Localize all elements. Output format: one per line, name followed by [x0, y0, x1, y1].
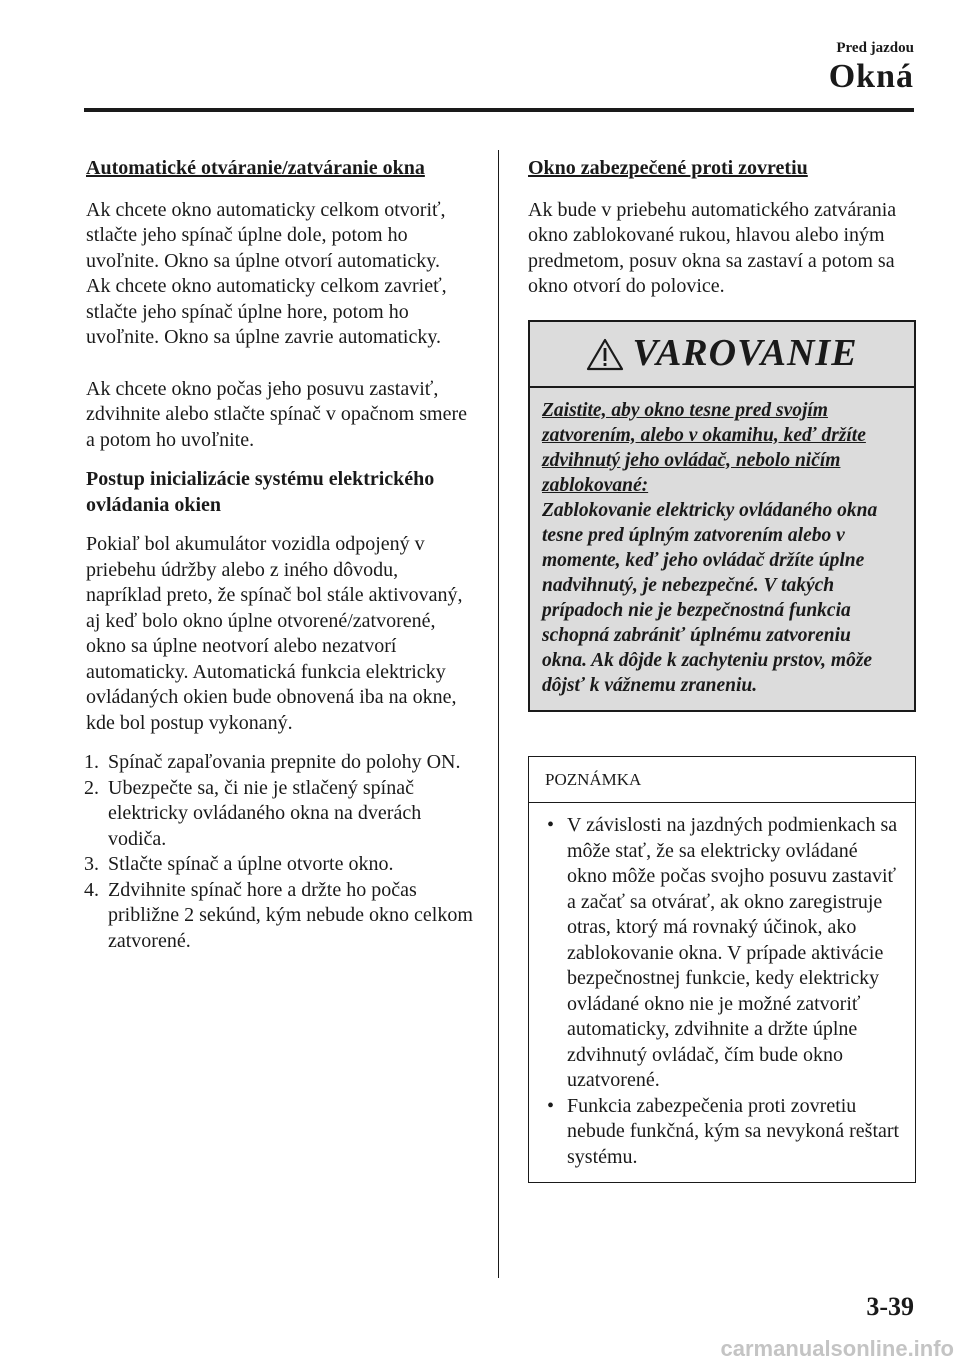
step-text: Zdvihnite spínač hore a držte ho počas približne 2 sekúnd, kým nebude okno celkom zatvorené.	[108, 878, 473, 952]
note-body	[529, 803, 915, 1182]
warning-header	[530, 322, 914, 388]
step-text: Spínač zapaľovania prepnite do polohy ON.	[108, 751, 461, 773]
header-rule	[84, 108, 914, 112]
warning-text: Zablokovanie elektricky ovládaného okna tesne pred úplným zatvorením alebo v momente, keď jeho ovládač držíte úplne nadvihnutý, je nebezpečné. V takých prípadoch nie je bezpečnostná funkcia schopná zabrániť úplnému zatvoreniu okna. Ak dôjde k zachyteniu prstov, môže dôjsť k vážnemu zraneniu.	[542, 499, 878, 696]
step-text: Stlačte spínač a úplne otvorte okno.	[108, 853, 394, 875]
list-item	[86, 852, 478, 878]
init-heading: Postup inicializácie systému elektrického ovládania okien	[86, 468, 435, 516]
page-title: Okná	[828, 58, 914, 95]
note-item-text: Funkcia zabezpečenia proti zovretiu nebude funkčná, kým sa nevykoná reštart systému.	[567, 1094, 900, 1168]
auto-stop-text: Ak chcete okno počas jeho posuvu zastaviť, zdvihnite alebo stlačte spínač v opačnom smere a potom ho uvoľnite.	[86, 377, 467, 451]
bullet-icon: •	[547, 1094, 555, 1117]
pinch-protection-text: Ak bude v priebehu automatického zatvárania okno zablokované rukou, hlavou alebo iným predmetom, posuv okna sa zastaví a potom sa okno otvorí do polovice.	[528, 198, 897, 297]
auto-window-heading: Automatické otváranie/zatváranie okna	[86, 157, 425, 179]
warning-underlined-text: Zaistite, aby okno tesne pred svojím zatvorením, alebo v okamihu, keď držíte zdvihnutý jeho ovládač, nebolo ničím zablokované:	[542, 399, 866, 496]
note-item-text: V závislosti na jazdných podmienkach sa môže stať, že sa elektricky ovládané okno môže počas svojho posuvu zastaviť a začať sa otvárať, ak okno zaregistruje otras, ktorý má rovnaký účinok, ako zablokovanie okna. V prípade aktivácie bezpečnostnej funkcie, kedy elektricky ovládané okno nie je možné zatvoriť automaticky, zdvihnite a držte úplne zdvihnutý ovládač, čím bude okno uzatvorené.	[567, 814, 898, 1091]
note-box	[528, 756, 916, 1184]
step-number: 1.	[84, 751, 99, 773]
list-item	[543, 1094, 901, 1171]
init-steps-list	[86, 750, 478, 954]
step-number: 2.	[84, 776, 99, 799]
list-item	[543, 813, 901, 1094]
pinch-protection-heading: Okno zabezpečené proti zovretiu	[528, 157, 808, 179]
init-text: Pokiaľ bol akumulátor vozidla odpojený v priebehu údržby alebo z iného dôvodu, napríklad preto, že spínač bol stále aktivovaný, aj keď bolo okno úplne otvorené/zatvorené, okno sa úplne neotvorí alebo nezatvorí automaticky. Automatická funkcia elektricky ovládaných okien bude obnovená iba na okne, kde bol postup vykonaný.	[86, 533, 463, 734]
auto-close-text: Ak chcete okno automaticky celkom zavrieť, stlačte jeho spínač úplne hore, potom ho uvoľnite. Okno sa úplne zavrie automaticky.	[86, 275, 447, 348]
step-number: 3.	[84, 853, 99, 875]
warning-body	[530, 388, 914, 710]
step-text: Ubezpečte sa, či nie je stlačený spínač elektricky ovládaného okna na dverách vodiča.	[108, 776, 422, 850]
note-title: POZNÁMKA	[529, 757, 915, 804]
list-item	[86, 750, 478, 776]
header-section-label: Pred jazdou	[836, 40, 914, 56]
right-column	[528, 156, 916, 1183]
warning-box	[528, 320, 916, 712]
page-number: 3-39	[866, 1292, 914, 1321]
column-divider	[498, 150, 499, 1278]
watermark: carmanualsonline.info	[720, 1336, 954, 1361]
bullet-icon: •	[547, 814, 555, 836]
warning-triangle-icon	[586, 337, 624, 371]
list-item	[86, 776, 478, 853]
step-number: 4.	[84, 878, 99, 901]
list-item	[86, 878, 478, 955]
warning-title: VAROVANIE	[632, 331, 858, 374]
left-column	[86, 156, 478, 954]
auto-open-text: Ak chcete okno automaticky celkom otvoriť, stlačte jeho spínač úplne dole, potom ho uvoľnite. Okno sa úplne otvorí automaticky.	[86, 198, 446, 272]
